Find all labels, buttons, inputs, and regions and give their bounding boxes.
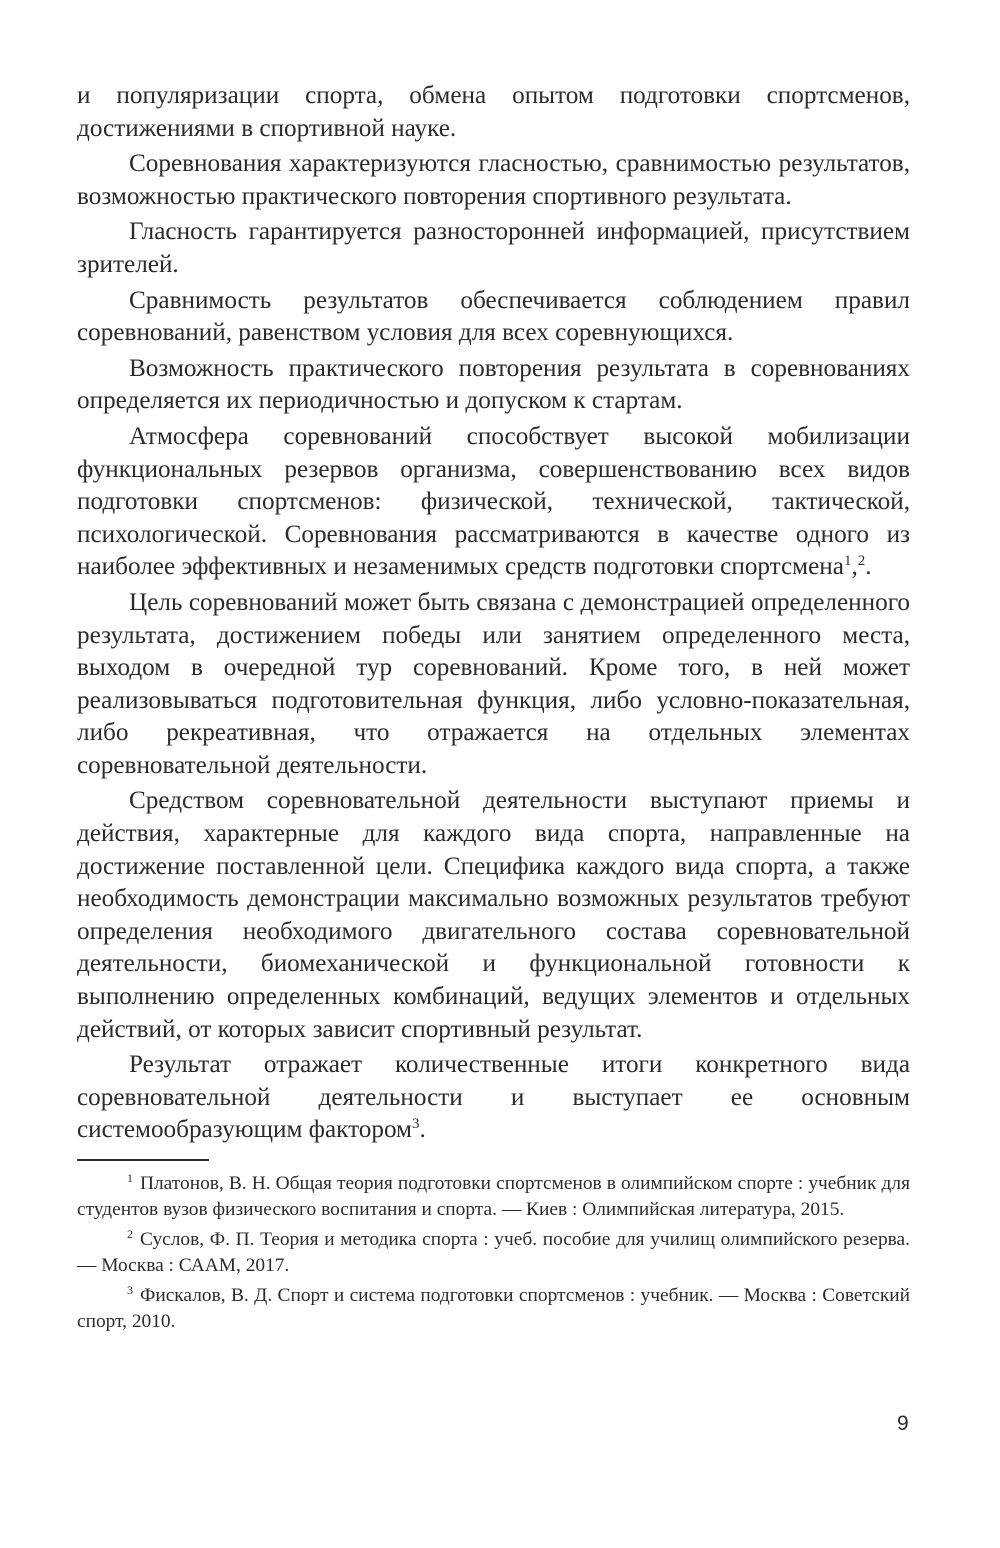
footnote-1 xyxy=(77,1171,910,1223)
sentence-end: . xyxy=(419,1116,426,1144)
footnote-number: 1 xyxy=(127,1170,133,1185)
footnote-divider xyxy=(77,1159,209,1161)
footnote-3 xyxy=(77,1283,910,1335)
footnotes xyxy=(77,1171,910,1335)
sentence-end: . xyxy=(865,553,872,581)
paragraph-repeatability: Возможность практического повторения результата в соревнованиях определяется их периодичностью и допуском к стартам. xyxy=(77,354,910,415)
footnote-ref-separator: , xyxy=(851,553,858,581)
paragraph-result xyxy=(77,1049,910,1147)
paragraph-publicity: Гласность гарантируется разносторонней информацией, присутствием зрителей. xyxy=(77,218,910,278)
footnote-2 xyxy=(77,1227,910,1279)
paragraph-means: Средством соревновательной деятельности выступают приемы и действия, характерные для каждого вида спорта, направленные на достижение поставленной цели. Специфика каждого вида спорта, а также необходимость демонстрации максимально возможных результатов требуют определения необходимого двигательного состава соревновательной деятельности, биомеханической и функциональной готовности к выполнению определенных комбинаций, ведущих элементов и отдельных действий, от которых зависит спортивный результат. xyxy=(77,787,910,1043)
paragraph-result-text: Результат отражает количественные итоги конкретного вида соревновательной деятельности и выступает ее основным системообразующим фактором xyxy=(77,1051,910,1144)
footnote-ref-2[interactable]: 2 xyxy=(857,553,866,570)
paragraph-competition-features: Соревнования характеризуются гласностью, сравнимостью результатов, возможностью практического повторения спортивного результата. xyxy=(77,150,910,210)
paragraph-comparability: Сравнимость результатов обеспечивается соблюдением правил соревнований, равенством условия для всех соревнующихся. xyxy=(77,286,910,347)
footnote-text: Платонов, В. Н. Общая теория подготовки спортсменов в олимпийском спорте : учебник для студентов вузов физического воспитания и спорта. — Киев : Олимпийская литература, 2015. xyxy=(77,1172,910,1220)
paragraph-atmosphere xyxy=(77,421,910,584)
page-body xyxy=(77,80,910,1335)
footnote-number: 3 xyxy=(127,1282,133,1297)
paragraph-continuation: и популяризации спорта, обмена опытом подготовки спортсменов, достижениями в спортивной науке. xyxy=(77,82,910,142)
footnote-number: 2 xyxy=(127,1226,133,1241)
footnote-text: Суслов, Ф. П. Теория и методика спорта : учеб. пособие для училищ олимпийского резерва. — Москва : СААМ, 2017. xyxy=(77,1228,910,1276)
footnote-ref-3[interactable]: 3 xyxy=(412,1116,420,1133)
page-number: 9 xyxy=(897,1412,909,1435)
paragraph-goal: Цель соревнований может быть связана с демонстрацией определенного результата, достижением победы или занятием определенного места, выходом в очередной тур соревнований. Кроме того, в ней может реализовываться подготовительная функция, либо условно-показательная, либо рекреативная, что отражается на отдельных элементах соревновательной деятельности. xyxy=(77,588,910,779)
paragraph-atmosphere-text: Атмосфера соревнований способствует высокой мобилизации функциональных резервов организма, совершенствованию всех видов подготовки спортсменов: физической, технической, тактической, психологической. Соревнования рассматриваются в качестве одного из наиболее эффективных и незаменимых средств подготовки спортсмена xyxy=(77,422,910,581)
footnote-text: Фискалов, В. Д. Спорт и система подготовки спортсменов : учебник. — Москва : Советский спорт, 2010. xyxy=(77,1284,910,1332)
footnote-ref-1[interactable]: 1 xyxy=(843,553,852,570)
